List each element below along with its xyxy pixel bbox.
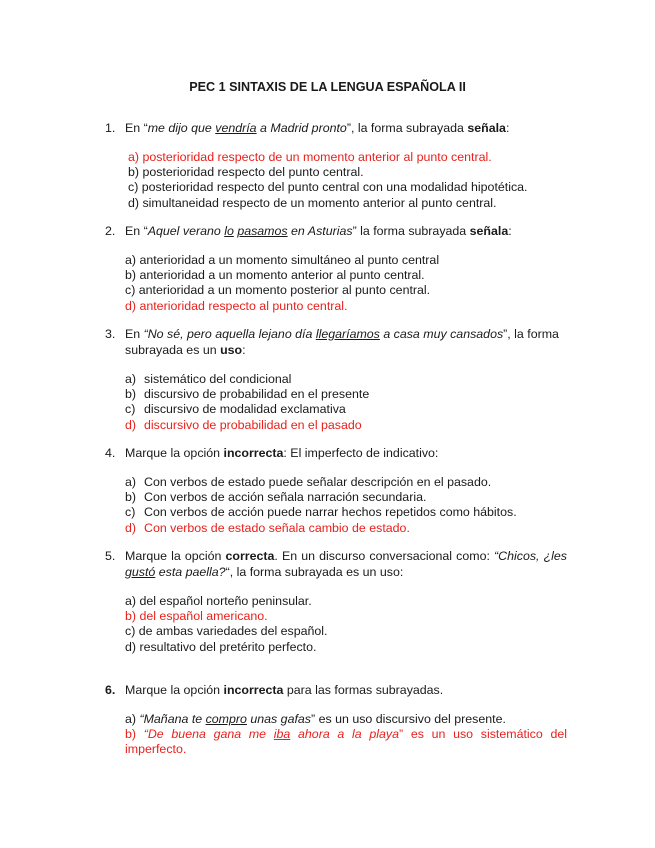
question-number: 2.	[105, 224, 116, 238]
option-c: c) Con verbos de acción puede narrar hechos repetidos como hábitos.	[125, 505, 517, 520]
question-number: 1.	[105, 121, 116, 135]
option-a: a) del español norteño peninsular.	[125, 594, 312, 608]
options-3	[125, 372, 567, 433]
option-d-correct: d) Con verbos de estado señala cambio de estado.	[125, 520, 410, 535]
option-a: a) Con verbos de estado puede señalar descripción en el pasado.	[125, 475, 492, 489]
question-stem: Marque la opción incorrecta: El imperfecto de indicativo:	[125, 446, 439, 460]
option-b: b) posterioridad respecto del punto central.	[128, 165, 364, 180]
option-b-correct: b) del español americano.	[125, 609, 268, 624]
question-number: 6.	[105, 683, 116, 697]
option-a-correct: a) posterioridad respecto de un momento anterior al punto central.	[128, 150, 492, 164]
options-6	[125, 712, 567, 758]
question-number: 4.	[105, 446, 116, 460]
option-d: d) resultativo del pretérito perfecto.	[125, 639, 317, 654]
option-c: c) de ambas variedades del español.	[125, 624, 328, 639]
option-a: a) anterioridad a un momento simultáneo al punto central	[125, 253, 440, 267]
option-a: a) sistemático del condicional	[125, 372, 292, 386]
question-5	[105, 549, 567, 580]
question-stem: En “No sé, pero aquella lejano día llegaríamos a casa muy cansados”, la forma subrayada es un uso:	[125, 327, 559, 357]
question-stem: Marque la opción correcta. En un discurso conversacional como: “Chicos, ¿les gustó esta paella?“, la forma subrayada es un uso:	[125, 549, 567, 579]
options-1	[128, 150, 570, 211]
option-c: c) discursivo de modalidad exclamativa	[125, 402, 346, 417]
option-b: b) discursivo de probabilidad en el presente	[125, 387, 370, 402]
question-3	[105, 327, 567, 358]
question-6	[105, 683, 567, 699]
option-d-correct: d) anterioridad respecto al punto central.	[125, 298, 348, 313]
options-5	[125, 594, 567, 655]
question-stem: En “Aquel verano lo pasamos en Asturias” la forma subrayada señala:	[125, 224, 512, 238]
option-d: d) simultaneidad respecto de un momento anterior al punto central.	[128, 195, 497, 210]
option-b: b) anterioridad a un momento anterior al punto central.	[125, 268, 425, 283]
question-number: 5.	[105, 549, 116, 563]
option-a: a) “Mañana te compro unas gafas” es un uso discursivo del presente.	[125, 712, 506, 726]
question-stem: En “me dijo que vendría a Madrid pronto”, la forma subrayada señala:	[125, 121, 510, 135]
option-b-correct: b) “De buena gana me iba ahora a la playa” es un uso sistemático del imperfecto.	[125, 727, 567, 757]
options-4	[125, 475, 567, 536]
question-4	[105, 446, 567, 462]
option-c: c) anterioridad a un momento posterior al punto central.	[125, 283, 431, 298]
option-b: b) Con verbos de acción señala narración secundaria.	[125, 490, 427, 505]
question-1	[105, 121, 567, 137]
options-2	[125, 253, 567, 314]
question-number: 3.	[105, 327, 116, 341]
question-2	[105, 224, 567, 240]
option-c: c) posterioridad respecto del punto central con una modalidad hipotética.	[128, 180, 528, 195]
question-stem: Marque la opción incorrecta para las formas subrayadas.	[125, 683, 444, 697]
page-title: PEC 1 SINTAXIS DE LA LENGUA ESPAÑOLA II	[189, 80, 466, 94]
option-d-correct: d) discursivo de probabilidad en el pasado	[125, 417, 362, 432]
